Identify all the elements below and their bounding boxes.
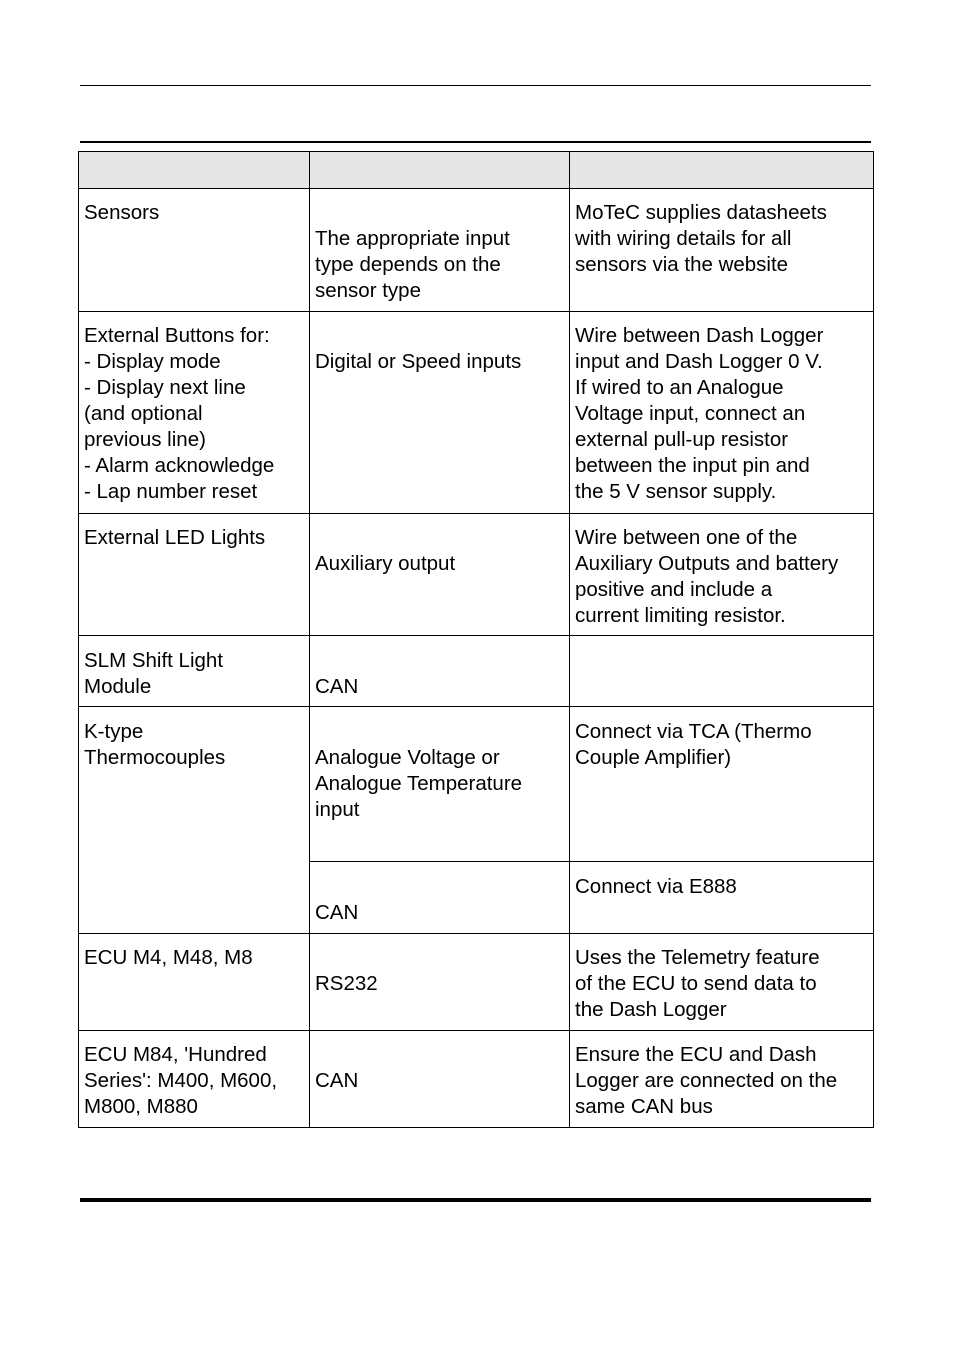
footer-rule bbox=[80, 1198, 871, 1202]
table-row bbox=[79, 934, 874, 1031]
notes-cell: Ensure the ECU and Dash Logger are connected on the same CAN bus bbox=[570, 1031, 874, 1128]
connection-table bbox=[78, 151, 874, 1128]
table-row bbox=[79, 1031, 874, 1128]
header-cell-device bbox=[79, 152, 310, 189]
input-cell: RS232 bbox=[310, 934, 570, 1031]
header-cell-input bbox=[310, 152, 570, 189]
input-cell: Digital or Speed inputs bbox=[310, 312, 570, 514]
notes-cell: Wire between one of the Auxiliary Outputs and battery positive and include a current limiting resistor. bbox=[570, 514, 874, 636]
table-row bbox=[79, 514, 874, 636]
table-header-row bbox=[79, 152, 874, 189]
device-cell: K-type Thermocouples bbox=[79, 707, 310, 934]
notes-cell bbox=[570, 636, 874, 707]
notes-cell: Connect via E888 bbox=[570, 862, 874, 934]
input-cell: Auxiliary output bbox=[310, 514, 570, 636]
section-rule bbox=[80, 141, 871, 143]
input-cell: CAN bbox=[310, 636, 570, 707]
input-cell: Analogue Voltage or Analogue Temperature input bbox=[310, 707, 570, 862]
device-cell: ECU M4, M48, M8 bbox=[79, 934, 310, 1031]
notes-cell: Wire between Dash Logger input and Dash Logger 0 V. If wired to an Analogue Voltage input, connect an external pull-up resistor between the input pin and the 5 V sensor supply. bbox=[570, 312, 874, 514]
notes-cell: MoTeC supplies datasheets with wiring details for all sensors via the website bbox=[570, 189, 874, 312]
input-cell: The appropriate input type depends on the sensor type bbox=[310, 189, 570, 312]
device-cell: Sensors bbox=[79, 189, 310, 312]
table-row bbox=[79, 189, 874, 312]
device-cell: External Buttons for: - Display mode - Display next line (and optional previous line) - Alarm acknowledge - Lap number reset bbox=[79, 312, 310, 514]
table-row bbox=[79, 636, 874, 707]
header-cell-notes bbox=[570, 152, 874, 189]
device-cell: External LED Lights bbox=[79, 514, 310, 636]
device-cell: SLM Shift Light Module bbox=[79, 636, 310, 707]
device-cell: ECU M84, 'Hundred Series': M400, M600, M800, M880 bbox=[79, 1031, 310, 1128]
header-rule bbox=[80, 85, 871, 86]
input-cell: CAN bbox=[310, 1031, 570, 1128]
notes-cell: Uses the Telemetry feature of the ECU to send data to the Dash Logger bbox=[570, 934, 874, 1031]
notes-cell: Connect via TCA (Thermo Couple Amplifier) bbox=[570, 707, 874, 862]
input-cell: CAN bbox=[310, 862, 570, 934]
table-row bbox=[79, 312, 874, 514]
table-row bbox=[79, 707, 874, 862]
